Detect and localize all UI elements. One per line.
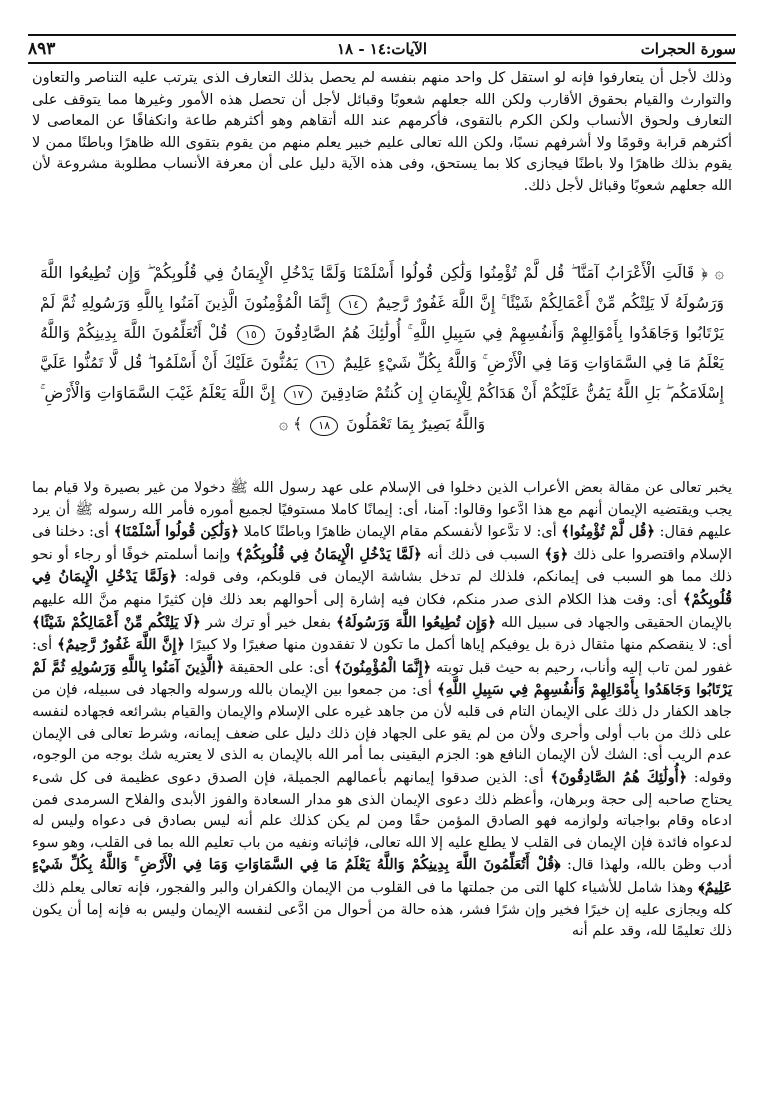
commentary-text-6: أى: وقت هذا الكلام الذى صدر منكم، فكان فيه إشارة إلى أحوالهم بعد ذلك فإن كثيرًا منهم منَّ الله عليهم بالإيمان الحقيقى والجهاد فى سبيل الله (32, 592, 732, 631)
commentary-text-4: السبب فى ذلك أنه (426, 546, 540, 563)
quran-close-bracket: ﴾ (293, 414, 303, 433)
commentary-text-11: أى: من جمعوا بين الإيمان بالله ورسوله والجهاد فى سبيله، فإن من جاهد الكفار دل ذلك على الإيمان التام فى قلبه لأن من جاهد غيره على الإسلام والإيمان والقيام بشرائعه فجهاده لنفسه على ذلك من باب أولى وأحرى ولأن من لم يقو على الجهاد فإن ذلك دليل على ضعف إيمانه، وشرط تعالى فى الإيمان عدم الريب أى: الشك لأن الإيمان النافع هو: الجزم اليقينى بما أمر الله بالإيمان به الذى لا يعتريه شك بوجه من الوجوه، وقوله: (32, 682, 733, 786)
intro-text: وذلك لأجل أن يتعارفوا فإنه لو استقل كل واحد منهم بنفسه لم يحصل بذلك التعارف الذى يترتب عليه التناصر والتعاون والتوارث والقيام بحقوق الأقارب ولكن الله جعلهم شعوبًا وقبائل لأجل أن تحصل هذه الأمور وغيرها مما يتوقف على التعارف ولحوق الأنساب ولكن الكرم بالتقوى، فأكرمهم عند الله أتقاهم وهو أكثرهم طاعة وانكفافًا عن المعاصى لا أكثرهم قرابة وقومًا ولا أشرفهم نسبًا، ولكن الله تعالى عليم خبير يعلم منهم من يقوم بتقوى الله ظاهرًا وباطنًا ممن لا يقوم بذلك ظاهرًا ولا باطنًا فيجازى كلا بما يستحق، وفى هذه الآية دليل على أن معرفة الأنساب مطلوبة مشروعة لأن الله جعلهم شعوبًا وقبائل لأجل ذلك. (32, 70, 732, 195)
verse-number-14: ١٤ (339, 295, 367, 315)
verse-number-18: ١٨ (310, 416, 338, 436)
quote-5: ﴿وَلَمَّا يَدْخُلِ الْإِيمَانُ فِي قُلُوبِكُمْ﴾ (32, 568, 732, 609)
commentary-paragraph (32, 478, 732, 943)
commentary-text-8: أى: لا ينقصكم منها مثقال ذرة بل يوفيكم إياها أكمل ما تكون لا تفقدون منها صغيرًا ولا كبيرًا (189, 637, 732, 654)
commentary-text-13: وهذا شامل للأشياء كلها التى من جملتها ما فى القلوب من الإيمان والكفران والبر والفجور، فإنه تعالى يعلم ذلك كله ويجازى عليه إن خيرًا فخير وإن شرًا فشر، هذه حالة من أحوال من ادَّعى لنفسه الإيمان وليس به فإنه إما أن يكون ذلك تعليمًا لله، وقد علم أنه (32, 879, 732, 940)
commentary-text (32, 478, 732, 943)
ornament-close-icon: ۞ (278, 413, 289, 433)
surah-title: سورة الحجرات (640, 40, 736, 58)
commentary-text-9: أى: غفور لمن تاب إليه وأناب، رحيم به حيث قبل توبته (32, 637, 733, 676)
quote-11: ﴿أُولَٰئِكَ هُمُ الصَّادِقُونَ﴾ (550, 768, 688, 786)
quote-12: ﴿قُلْ أَتُعَلِّمُونَ اللَّهَ بِدِينِكُمْ وَاللَّهُ يَعْلَمُ مَا فِي السَّمَاوَاتِ وَمَا فِي الْأَرْضِ ۚ وَاللَّهُ بِكُلِّ شَيْءٍ عَلِيمٌ﴾ (32, 856, 732, 896)
quote-2: ﴿وَلَٰكِن قُولُوا أَسْلَمْنَا﴾ (113, 523, 239, 541)
verse-number-16: ١٦ (306, 355, 334, 375)
quran-open-bracket: ﴿ (701, 264, 708, 282)
quote-1: ﴿قُل لَّمْ تُؤْمِنُوا﴾ (561, 523, 655, 541)
verse-15: إِنَّمَا الْمُؤْمِنُونَ الَّذِينَ آمَنُوا بِاللَّهِ وَرَسُولِهِ ثُمَّ لَمْ يَرْتَابُوا وَجَاهَدُوا بِأَمْوَالِهِمْ وَأَنفُسِهِمْ فِي سَبِيلِ اللَّهِ ۚ أُولَٰئِكَ هُمُ الصَّادِقُونَ (40, 293, 724, 342)
quote-7: ﴿لَا يَلِتْكُم مِّنْ أَعْمَالِكُمْ شَيْئًا﴾ (32, 613, 201, 631)
quote-9: ﴿إِنَّمَا الْمُؤْمِنُونَ﴾ (333, 658, 432, 676)
verse-16: قُلْ أَتُعَلِّمُونَ اللَّهَ بِدِينِكُمْ وَاللَّهُ يَعْلَمُ مَا فِي السَّمَاوَاتِ وَمَا فِي الْأَرْضِ ۚ وَاللَّهُ بِكُلِّ شَيْءٍ عَلِيمٌ (40, 323, 724, 372)
quote-4: ﴿لَمَّا يَدْخُلِ الْإِيمَانُ فِي قُلُوبِكُمْ﴾ (235, 545, 422, 563)
verse-number-17: ١٧ (284, 385, 312, 405)
commentary-text-7: بفعل خير أو ترك شر (205, 614, 331, 631)
commentary-text-1: يخبر تعالى عن مقالة بعض الأعراب الذين دخلوا فى الإسلام على عهد رسول الله ﷺ دخولا من غير بصيرة ولا قيام بما يجب ويقتضيه الإيمان أنهم مع هذا ادَّعوا وقالوا: آمنا، أى: إيمانًا كاملا مستوفيًا لجميع أموره فأمر الله رسوله ﷺ أن يرد عليهم فقال: (32, 480, 732, 541)
commentary-text-12: أى: الذين صدقوا إيمانهم بأعمالهم الجميلة، فإن الصدق دعوى عظيمة فى كل شىء يحتاج صاحبه إلى حجة وبرهان، وأعظم ذلك دعوى الإيمان الذى هو مدار السعادة والفوز الأبدى والفلاح السرمدى فمن ادعاه وقام بواجباته ولوازمه فهو الصادق المؤمن حقًا ومن لم يكن كذلك علم أنه ليس بصادق فى دعواه وليس له لدعواه فائدة فإن الإيمان فى القلب لا يطلع عليه إلا الله تعالى، فإثباته ونفيه من باب تعليم الله بما فى القلب، وهو سوء أدب وظن بالله، ولهذا قال: (32, 769, 732, 874)
quran-verses (40, 258, 724, 474)
quote-8: ﴿إِنَّ اللَّهَ غَفُورٌ رَّحِيمٌ﴾ (57, 636, 185, 654)
verse-18: إِنَّ اللَّهَ يَعْلَمُ غَيْبَ السَّمَاوَاتِ وَالْأَرْضِ ۚ وَاللَّهُ بَصِيرٌ بِمَا تَعْمَلُونَ (40, 383, 486, 433)
verse-17: يَمُنُّونَ عَلَيْكَ أَنْ أَسْلَمُوا ۖ قُل لَّا تَمُنُّوا عَلَيَّ إِسْلَامَكُم ۖ بَلِ اللَّهُ يَمُنُّ عَلَيْكُمْ أَنْ هَدَاكُمْ لِلْإِيمَانِ إِن كُنتُمْ صَادِقِينَ (40, 353, 724, 402)
ornament-open-icon: ۞ (714, 263, 724, 282)
page-number: ٨٩٣ (28, 39, 56, 59)
verse-number-15: ١٥ (237, 325, 265, 345)
commentary-text-10: أى: على الحقيقة (229, 659, 329, 676)
quote-3: ﴿وَ﴾ (544, 545, 569, 563)
commentary-text-3: أى: دخلنا فى الإسلام واقتصروا على ذلك (32, 524, 732, 563)
verse-range: الآيات:١٤ - ١٨ (336, 40, 428, 58)
verse-14: قَالَتِ الْأَعْرَابُ آمَنَّا ۖ قُل لَّمْ تُؤْمِنُوا وَلَٰكِن قُولُوا أَسْلَمْنَا وَلَمَّا يَدْخُلِ الْإِيمَانُ فِي قُلُوبِكُمْ ۖ وَإِن تُطِيعُوا اللَّهَ وَرَسُولَهُ لَا يَلِتْكُم مِّنْ أَعْمَالِكُمْ شَيْئًا ۚ إِنَّ اللَّهَ غَفُورٌ رَّحِيمٌ (40, 264, 724, 312)
quote-6: ﴿وَإِن تُطِيعُوا اللَّهَ وَرَسُولَهُ﴾ (336, 613, 496, 631)
quote-10: ﴿الَّذِينَ آمَنُوا بِاللَّهِ وَرَسُولِهِ ثُمَّ لَمْ يَرْتَابُوا وَجَاهَدُوا بِأَمْوَالِهِمْ وَأَنفُسِهِمْ فِي سَبِيلِ اللَّهِ﴾ (32, 658, 733, 699)
intro-paragraph (32, 68, 732, 198)
page-header (28, 34, 736, 64)
commentary-text-2: أى: لا تدَّعوا لأنفسكم مقام الإيمان ظاهرًا وباطنًا كاملا (243, 524, 557, 541)
commentary-text-5: وإنما أسلمتم خوفًا أو رجاء أو نحو ذلك مما هو السبب فى إيمانكم، فلذلك لم تدخل بشاشة الإيمان فى قلوبكم، وفى قوله: (32, 546, 732, 586)
